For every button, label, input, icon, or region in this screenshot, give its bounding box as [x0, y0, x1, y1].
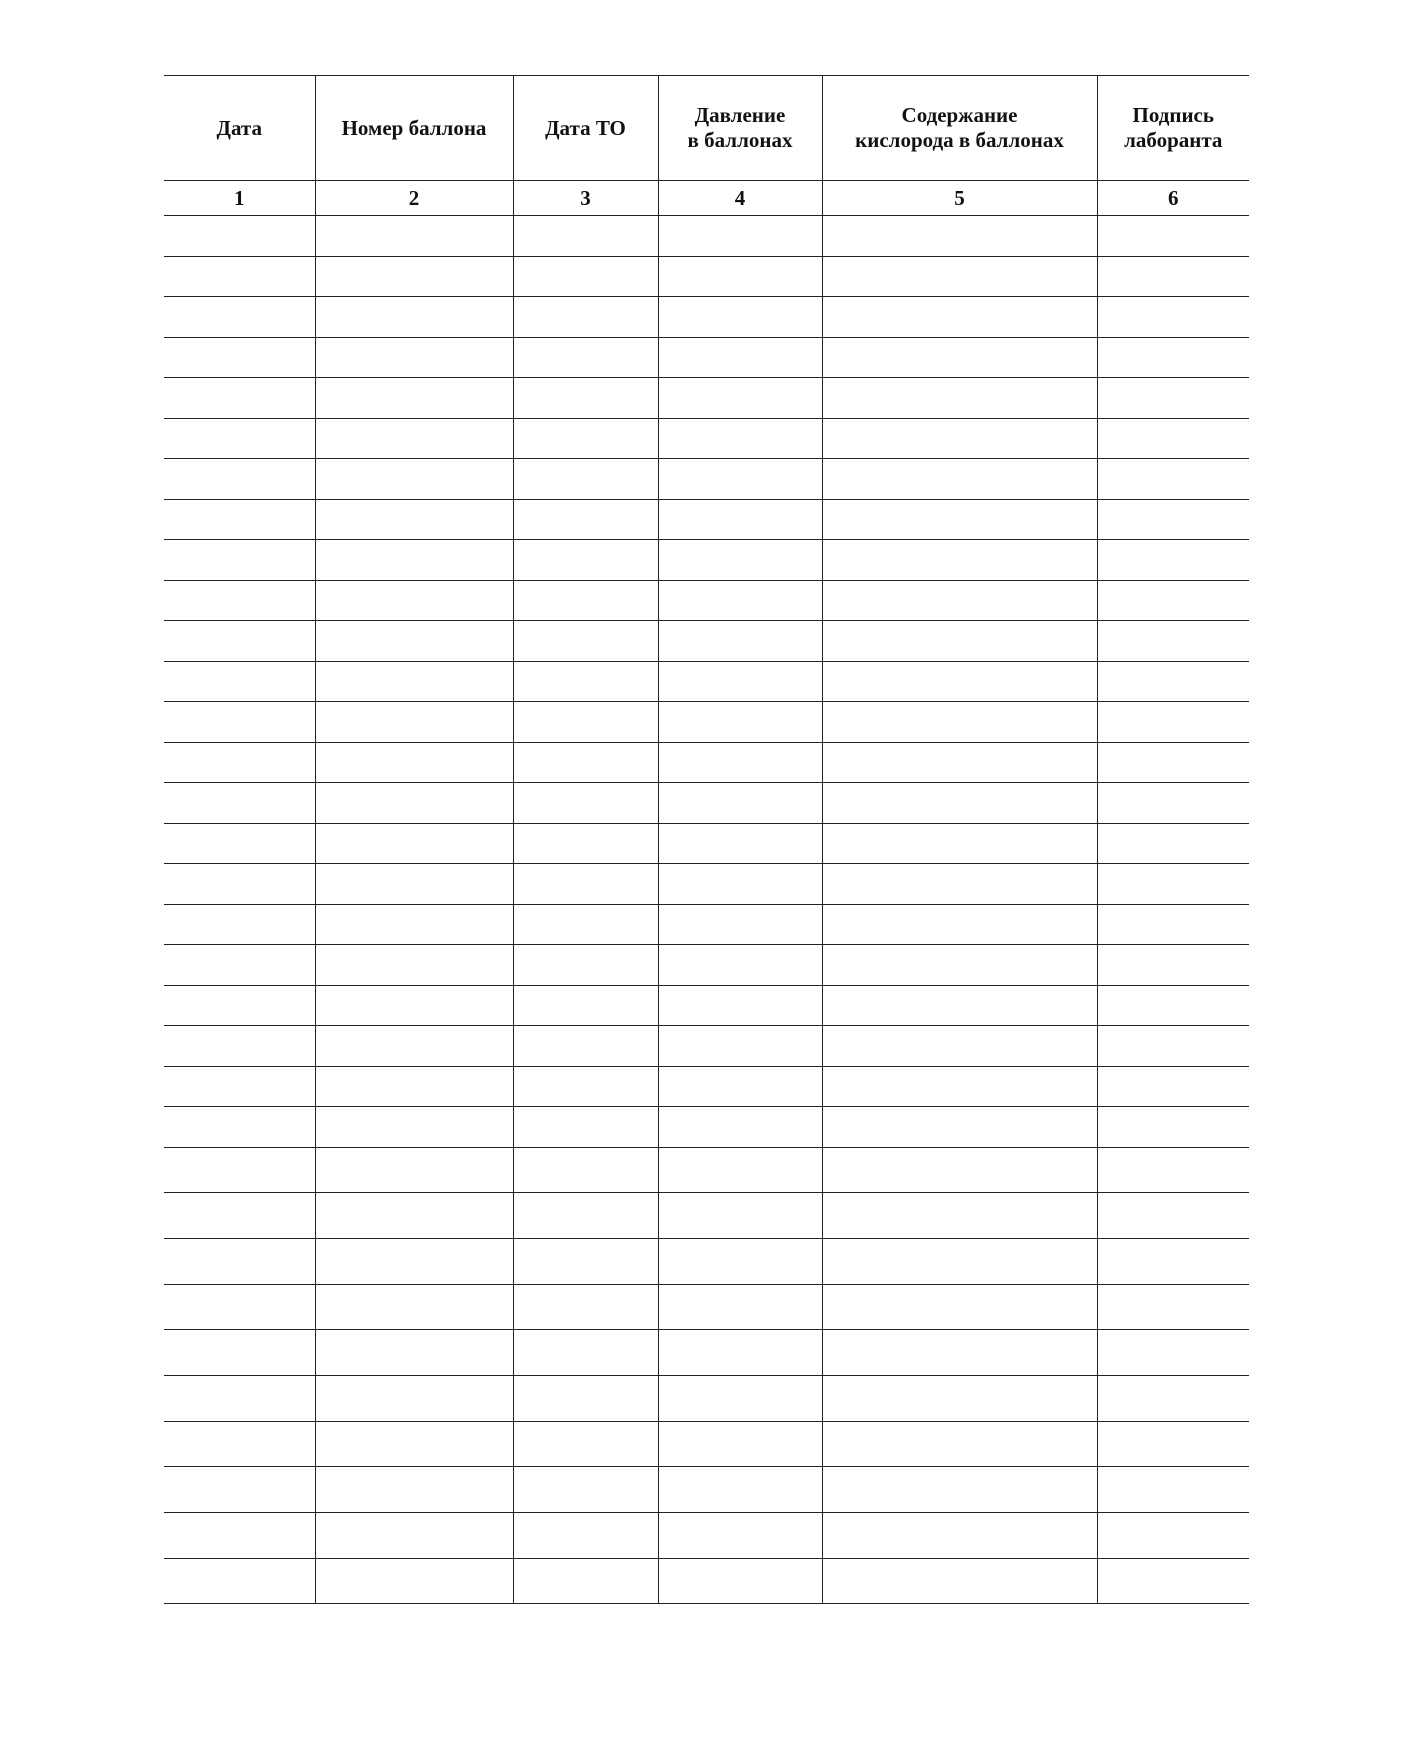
blank-entry-cell[interactable]: [164, 297, 315, 338]
blank-entry-cell[interactable]: [315, 337, 513, 378]
blank-entry-cell[interactable]: [1097, 1558, 1249, 1604]
blank-entry-cell[interactable]: [513, 1375, 658, 1421]
blank-entry-cell[interactable]: [822, 864, 1097, 905]
blank-entry-cell[interactable]: [164, 1467, 315, 1513]
blank-entry-cell[interactable]: [164, 1375, 315, 1421]
blank-entry-cell[interactable]: [164, 256, 315, 297]
blank-entry-cell[interactable]: [822, 1066, 1097, 1107]
blank-entry-cell[interactable]: [822, 1330, 1097, 1376]
blank-entry-cell[interactable]: [513, 621, 658, 662]
blank-entry-cell[interactable]: [164, 216, 315, 257]
blank-entry-cell[interactable]: [315, 621, 513, 662]
blank-entry-cell[interactable]: [164, 499, 315, 540]
blank-entry-cell[interactable]: [315, 1193, 513, 1239]
blank-entry-cell[interactable]: [513, 742, 658, 783]
blank-entry-cell[interactable]: [822, 1107, 1097, 1148]
blank-entry-cell[interactable]: [513, 378, 658, 419]
blank-entry-cell[interactable]: [315, 823, 513, 864]
blank-entry-cell[interactable]: [1097, 418, 1249, 459]
table-row: [164, 1147, 1249, 1193]
blank-entry-cell[interactable]: [315, 1467, 513, 1513]
blank-entry-cell[interactable]: [164, 337, 315, 378]
blank-entry-cell[interactable]: [1097, 1026, 1249, 1067]
blank-entry-cell[interactable]: [164, 985, 315, 1026]
blank-entry-cell[interactable]: [164, 1066, 315, 1107]
blank-entry-cell[interactable]: [1097, 783, 1249, 824]
table-row: [164, 540, 1249, 581]
blank-entry-cell[interactable]: [315, 459, 513, 500]
blank-entry-cell[interactable]: [513, 945, 658, 986]
blank-entry-cell[interactable]: [315, 904, 513, 945]
blank-entry-cell[interactable]: [1097, 1284, 1249, 1330]
blank-entry-cell[interactable]: [1097, 1513, 1249, 1559]
column-number: 1: [164, 181, 315, 216]
blank-entry-cell[interactable]: [1097, 1147, 1249, 1193]
blank-entry-cell[interactable]: [1097, 540, 1249, 581]
blank-entry-cell[interactable]: [513, 985, 658, 1026]
table-row: [164, 1193, 1249, 1239]
blank-entry-cell[interactable]: [658, 742, 822, 783]
blank-entry-cell[interactable]: [164, 783, 315, 824]
blank-entry-cell[interactable]: [1097, 661, 1249, 702]
blank-entry-cell[interactable]: [513, 297, 658, 338]
blank-entry-cell[interactable]: [1097, 904, 1249, 945]
blank-entry-cell[interactable]: [513, 256, 658, 297]
blank-entry-cell[interactable]: [658, 216, 822, 257]
column-number-row: [164, 181, 1249, 216]
blank-entry-cell[interactable]: [315, 1026, 513, 1067]
blank-entry-cell[interactable]: [513, 1513, 658, 1559]
blank-entry-cell[interactable]: [315, 1558, 513, 1604]
column-number: 6: [1097, 181, 1249, 216]
blank-entry-cell[interactable]: [315, 580, 513, 621]
column-header-signature: Подпись лаборанта: [1097, 76, 1249, 181]
blank-entry-cell[interactable]: [658, 580, 822, 621]
column-header-cylinder-number: Номер баллона: [315, 76, 513, 181]
blank-entry-cell[interactable]: [315, 1147, 513, 1193]
blank-entry-cell[interactable]: [513, 1026, 658, 1067]
blank-entry-cell[interactable]: [315, 1375, 513, 1421]
blank-entry-cell[interactable]: [1097, 499, 1249, 540]
blank-entry-cell[interactable]: [315, 216, 513, 257]
blank-entry-cell[interactable]: [513, 1284, 658, 1330]
blank-entry-cell[interactable]: [164, 1330, 315, 1376]
blank-entry-cell[interactable]: [658, 1147, 822, 1193]
table-body: [164, 216, 1249, 1604]
table-row: [164, 256, 1249, 297]
blank-entry-cell[interactable]: [658, 1421, 822, 1467]
table-row: [164, 1284, 1249, 1330]
blank-entry-cell[interactable]: [822, 621, 1097, 662]
blank-entry-cell[interactable]: [164, 702, 315, 743]
blank-entry-cell[interactable]: [658, 1284, 822, 1330]
blank-entry-cell[interactable]: [1097, 256, 1249, 297]
blank-entry-cell[interactable]: [513, 580, 658, 621]
blank-entry-cell[interactable]: [658, 378, 822, 419]
blank-entry-cell[interactable]: [1097, 1238, 1249, 1284]
blank-entry-cell[interactable]: [1097, 1375, 1249, 1421]
blank-entry-cell[interactable]: [658, 540, 822, 581]
blank-entry-cell[interactable]: [658, 1026, 822, 1067]
blank-entry-cell[interactable]: [513, 1330, 658, 1376]
table-row: [164, 1375, 1249, 1421]
column-header-date: Дата: [164, 76, 315, 181]
blank-entry-cell[interactable]: [658, 1238, 822, 1284]
blank-entry-cell[interactable]: [315, 499, 513, 540]
table-row: [164, 337, 1249, 378]
blank-entry-cell[interactable]: [315, 702, 513, 743]
table-row: [164, 1330, 1249, 1376]
blank-entry-cell[interactable]: [1097, 702, 1249, 743]
blank-entry-cell[interactable]: [822, 216, 1097, 257]
blank-entry-cell[interactable]: [315, 1066, 513, 1107]
blank-entry-cell[interactable]: [822, 985, 1097, 1026]
blank-entry-cell[interactable]: [164, 1026, 315, 1067]
blank-entry-cell[interactable]: [1097, 459, 1249, 500]
blank-entry-cell[interactable]: [822, 459, 1097, 500]
table-row: [164, 864, 1249, 905]
blank-entry-cell[interactable]: [822, 1375, 1097, 1421]
blank-entry-cell[interactable]: [822, 661, 1097, 702]
blank-entry-cell[interactable]: [658, 499, 822, 540]
blank-entry-cell[interactable]: [164, 1421, 315, 1467]
blank-entry-cell[interactable]: [513, 661, 658, 702]
table-row: [164, 1421, 1249, 1467]
blank-entry-cell[interactable]: [164, 580, 315, 621]
blank-entry-cell[interactable]: [658, 1375, 822, 1421]
blank-entry-cell[interactable]: [658, 864, 822, 905]
blank-entry-cell[interactable]: [1097, 621, 1249, 662]
blank-entry-cell[interactable]: [822, 742, 1097, 783]
blank-entry-cell[interactable]: [658, 256, 822, 297]
blank-entry-cell[interactable]: [164, 864, 315, 905]
blank-entry-cell[interactable]: [1097, 378, 1249, 419]
blank-entry-cell[interactable]: [513, 864, 658, 905]
table-row: [164, 378, 1249, 419]
blank-entry-cell[interactable]: [164, 1107, 315, 1148]
blank-entry-cell[interactable]: [315, 864, 513, 905]
blank-entry-cell[interactable]: [1097, 1330, 1249, 1376]
column-header-pressure: Давление в баллонах: [658, 76, 822, 181]
blank-entry-cell[interactable]: [1097, 216, 1249, 257]
table-row: [164, 580, 1249, 621]
blank-entry-cell[interactable]: [315, 1513, 513, 1559]
blank-entry-cell[interactable]: [513, 783, 658, 824]
blank-entry-cell[interactable]: [315, 418, 513, 459]
blank-entry-cell[interactable]: [658, 985, 822, 1026]
blank-entry-cell[interactable]: [164, 378, 315, 419]
blank-entry-cell[interactable]: [513, 1558, 658, 1604]
blank-entry-cell[interactable]: [315, 1330, 513, 1376]
table-row: [164, 1467, 1249, 1513]
blank-entry-cell[interactable]: [822, 904, 1097, 945]
blank-entry-cell[interactable]: [164, 1558, 315, 1604]
blank-entry-cell[interactable]: [1097, 1066, 1249, 1107]
blank-entry-cell[interactable]: [658, 904, 822, 945]
blank-entry-cell[interactable]: [822, 702, 1097, 743]
blank-entry-cell[interactable]: [164, 1238, 315, 1284]
blank-entry-cell[interactable]: [658, 418, 822, 459]
column-header-oxygen-content: Содержание кислорода в баллонах: [822, 76, 1097, 181]
blank-entry-cell[interactable]: [658, 1066, 822, 1107]
blank-entry-cell[interactable]: [513, 1107, 658, 1148]
table-row: [164, 702, 1249, 743]
blank-entry-cell[interactable]: [164, 459, 315, 500]
blank-entry-cell[interactable]: [822, 1513, 1097, 1559]
blank-entry-cell[interactable]: [658, 702, 822, 743]
blank-entry-cell[interactable]: [822, 1467, 1097, 1513]
blank-entry-cell[interactable]: [513, 1147, 658, 1193]
table-row: [164, 621, 1249, 662]
table-row: [164, 1238, 1249, 1284]
blank-entry-cell[interactable]: [822, 1026, 1097, 1067]
header-row: [164, 76, 1249, 181]
blank-entry-cell[interactable]: [822, 580, 1097, 621]
blank-entry-cell[interactable]: [513, 1193, 658, 1239]
table-row: [164, 459, 1249, 500]
blank-entry-cell[interactable]: [164, 1284, 315, 1330]
blank-entry-cell[interactable]: [164, 1147, 315, 1193]
column-number: 5: [822, 181, 1097, 216]
blank-entry-cell[interactable]: [822, 783, 1097, 824]
table-row: [164, 297, 1249, 338]
blank-entry-cell[interactable]: [822, 1284, 1097, 1330]
blank-entry-cell[interactable]: [658, 661, 822, 702]
blank-entry-cell[interactable]: [658, 823, 822, 864]
cylinder-log-table: [164, 75, 1249, 1604]
blank-entry-cell[interactable]: [658, 297, 822, 338]
table-row: [164, 904, 1249, 945]
column-number: 3: [513, 181, 658, 216]
blank-entry-cell[interactable]: [315, 1238, 513, 1284]
blank-entry-cell[interactable]: [315, 742, 513, 783]
blank-entry-cell[interactable]: [658, 1513, 822, 1559]
blank-entry-cell[interactable]: [822, 1193, 1097, 1239]
table-row: [164, 1513, 1249, 1559]
table-row: [164, 1026, 1249, 1067]
blank-entry-cell[interactable]: [822, 1147, 1097, 1193]
blank-entry-cell[interactable]: [1097, 1107, 1249, 1148]
blank-entry-cell[interactable]: [315, 985, 513, 1026]
blank-entry-cell[interactable]: [658, 459, 822, 500]
blank-entry-cell[interactable]: [658, 945, 822, 986]
table-row: [164, 1066, 1249, 1107]
blank-entry-cell[interactable]: [1097, 1193, 1249, 1239]
blank-entry-cell[interactable]: [658, 1193, 822, 1239]
blank-entry-cell[interactable]: [315, 1421, 513, 1467]
blank-entry-cell[interactable]: [164, 661, 315, 702]
table-row: [164, 985, 1249, 1026]
blank-entry-cell[interactable]: [1097, 864, 1249, 905]
blank-entry-cell[interactable]: [164, 418, 315, 459]
blank-entry-cell[interactable]: [822, 499, 1097, 540]
table-row: [164, 945, 1249, 986]
blank-entry-cell[interactable]: [513, 1238, 658, 1284]
blank-entry-cell[interactable]: [315, 1107, 513, 1148]
blank-entry-cell[interactable]: [315, 540, 513, 581]
blank-entry-cell[interactable]: [1097, 580, 1249, 621]
blank-entry-cell[interactable]: [513, 1421, 658, 1467]
blank-entry-cell[interactable]: [513, 216, 658, 257]
table-row: [164, 742, 1249, 783]
table-row: [164, 783, 1249, 824]
blank-entry-cell[interactable]: [1097, 1467, 1249, 1513]
blank-entry-cell[interactable]: [658, 1330, 822, 1376]
blank-entry-cell[interactable]: [1097, 1421, 1249, 1467]
table-row: [164, 418, 1249, 459]
blank-entry-cell[interactable]: [513, 459, 658, 500]
blank-entry-cell[interactable]: [1097, 297, 1249, 338]
blank-entry-cell[interactable]: [164, 823, 315, 864]
table-header: [164, 76, 1249, 216]
blank-entry-cell[interactable]: [513, 823, 658, 864]
blank-entry-cell[interactable]: [164, 540, 315, 581]
column-number: 4: [658, 181, 822, 216]
table-row: [164, 216, 1249, 257]
blank-entry-cell[interactable]: [658, 1467, 822, 1513]
blank-entry-cell[interactable]: [164, 1513, 315, 1559]
blank-entry-cell[interactable]: [822, 378, 1097, 419]
blank-entry-cell[interactable]: [822, 823, 1097, 864]
blank-entry-cell[interactable]: [315, 378, 513, 419]
table-row: [164, 661, 1249, 702]
blank-entry-cell[interactable]: [513, 702, 658, 743]
blank-entry-cell[interactable]: [658, 1107, 822, 1148]
blank-entry-cell[interactable]: [315, 661, 513, 702]
blank-entry-cell[interactable]: [513, 904, 658, 945]
table-row: [164, 1558, 1249, 1604]
blank-entry-cell[interactable]: [822, 337, 1097, 378]
blank-entry-cell[interactable]: [513, 337, 658, 378]
blank-entry-cell[interactable]: [658, 621, 822, 662]
table-row: [164, 823, 1249, 864]
blank-entry-cell[interactable]: [1097, 985, 1249, 1026]
blank-entry-cell[interactable]: [822, 256, 1097, 297]
blank-entry-cell[interactable]: [658, 337, 822, 378]
blank-entry-cell[interactable]: [513, 540, 658, 581]
blank-entry-cell[interactable]: [822, 945, 1097, 986]
blank-entry-cell[interactable]: [1097, 337, 1249, 378]
blank-entry-cell[interactable]: [164, 904, 315, 945]
blank-entry-cell[interactable]: [1097, 945, 1249, 986]
blank-entry-cell[interactable]: [315, 1284, 513, 1330]
blank-entry-cell[interactable]: [822, 1421, 1097, 1467]
blank-entry-cell[interactable]: [1097, 742, 1249, 783]
blank-entry-cell[interactable]: [315, 256, 513, 297]
blank-entry-cell[interactable]: [315, 945, 513, 986]
column-number: 2: [315, 181, 513, 216]
table-row: [164, 499, 1249, 540]
blank-entry-cell[interactable]: [658, 783, 822, 824]
blank-entry-cell[interactable]: [513, 499, 658, 540]
blank-entry-cell[interactable]: [315, 783, 513, 824]
blank-entry-cell[interactable]: [164, 742, 315, 783]
blank-entry-cell[interactable]: [513, 1066, 658, 1107]
blank-entry-cell[interactable]: [822, 1238, 1097, 1284]
blank-entry-cell[interactable]: [164, 621, 315, 662]
blank-entry-cell[interactable]: [513, 1467, 658, 1513]
blank-entry-cell[interactable]: [164, 945, 315, 986]
blank-entry-cell[interactable]: [1097, 823, 1249, 864]
blank-entry-cell[interactable]: [822, 297, 1097, 338]
blank-entry-cell[interactable]: [822, 540, 1097, 581]
blank-entry-cell[interactable]: [658, 1558, 822, 1604]
blank-entry-cell[interactable]: [315, 297, 513, 338]
blank-entry-cell[interactable]: [164, 1193, 315, 1239]
table-row: [164, 1107, 1249, 1148]
blank-entry-cell[interactable]: [513, 418, 658, 459]
blank-entry-cell[interactable]: [822, 418, 1097, 459]
blank-entry-cell[interactable]: [822, 1558, 1097, 1604]
column-header-maintenance-date: Дата ТО: [513, 76, 658, 181]
